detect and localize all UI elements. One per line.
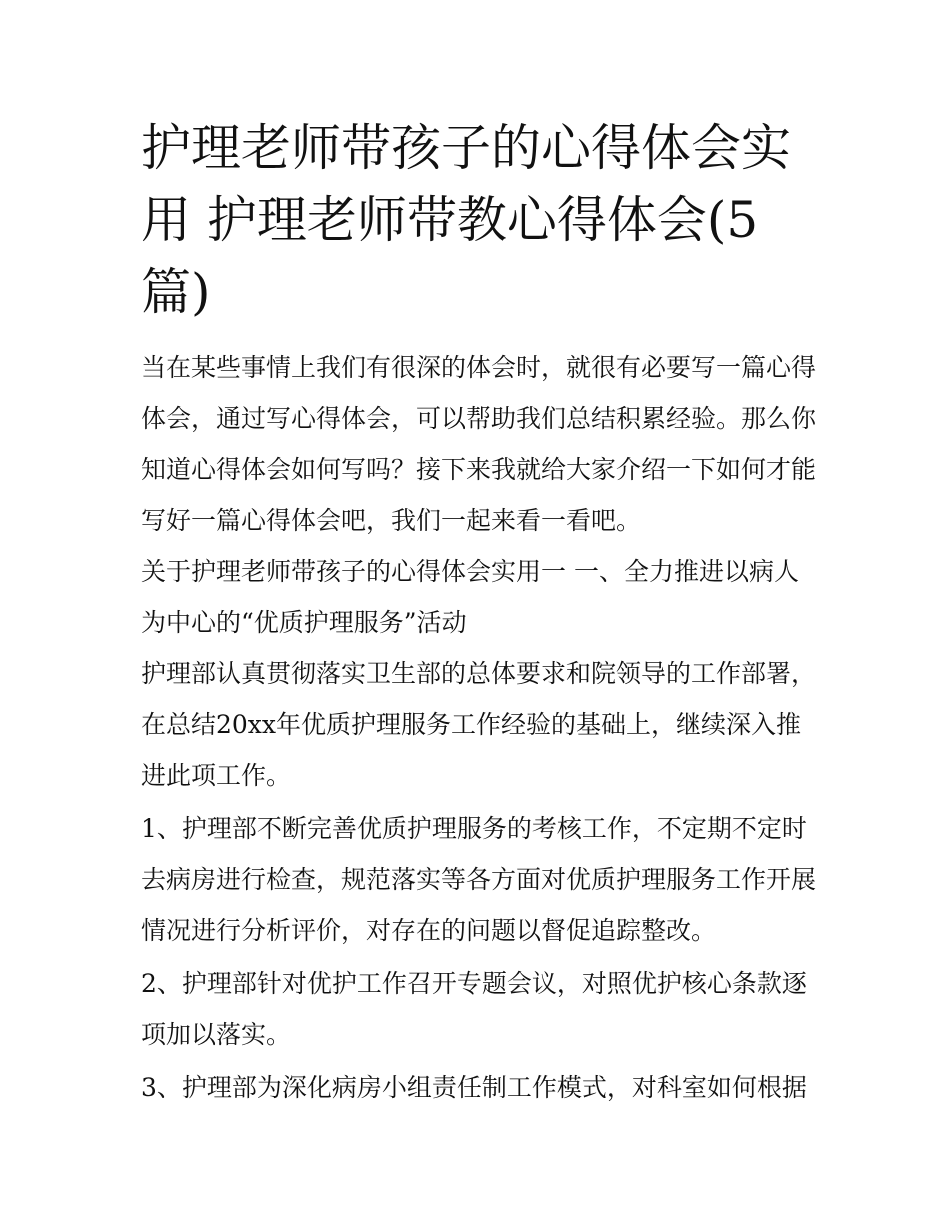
list-item-3: 3、护理部为深化病房小组责任制工作模式，对科室如何根据 <box>141 1073 807 1102</box>
document-page <box>141 112 821 1113</box>
document-title: 护理老师带孩子的心得体会实用 护理老师带教心得体会(5篇) <box>141 119 791 321</box>
list-item-1: 1、护理部不断完善优质护理服务的考核工作，不定期不定时去病房进行检查，规范落实等各方面对优质护理服务工作开展情况进行分析评价，对存在的问题以督促追踪整改。 <box>141 814 817 945</box>
list-item-2: 2、护理部针对优护工作召开专题会议，对照优护核心条款逐项加以落实。 <box>141 969 807 1049</box>
section-heading-paragraph: 关于护理老师带孩子的心得体会实用一 一、全力推进以病人为中心的“优质护理服务”活动 <box>141 557 799 637</box>
body-paragraph: 护理部认真贯彻落实卫生部的总体要求和院领导的工作部署，在总结20xx年优质护理服务工作经验的基础上，继续深入推进此项工作。 <box>141 659 817 790</box>
intro-paragraph: 当在某些事情上我们有很深的体会时，就很有必要写一篇心得体会，通过写心得体会，可以帮助我们总结积累经验。那么你知道心得体会如何写吗？接下来我就给大家介绍一下如何才能写好一篇心得体会吧，我们一起来看一看吧。 <box>141 353 817 535</box>
